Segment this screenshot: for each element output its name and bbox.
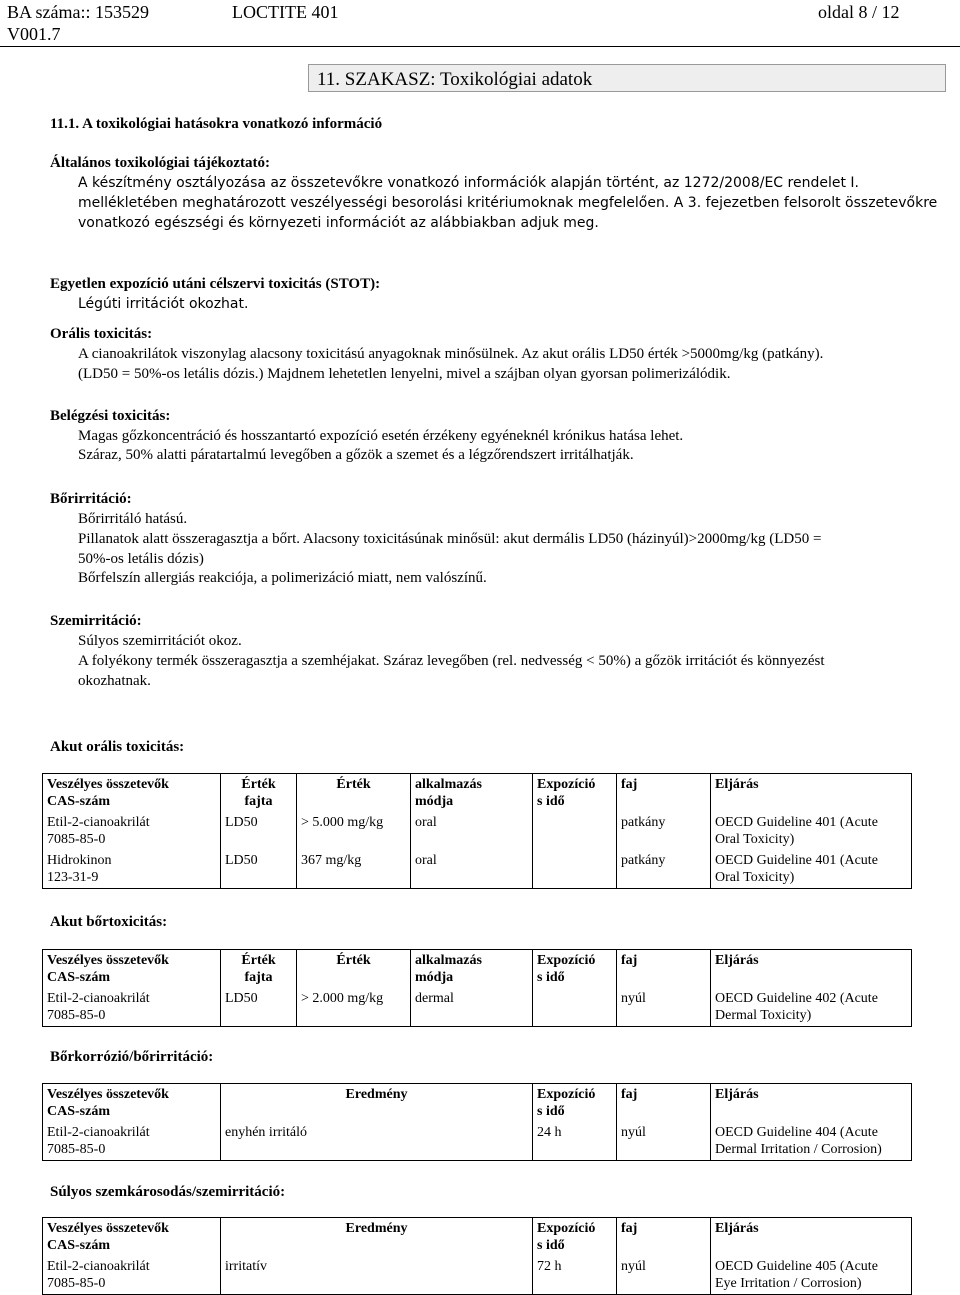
cell-exposure: 24 h <box>533 1122 617 1161</box>
eye-line-1: Súlyos szemirritációt okoz. <box>78 633 242 649</box>
oral-heading: Orális toxicitás: <box>50 326 153 342</box>
table-row <box>43 988 912 1027</box>
cell-method: OECD Guideline 405 (Acute Eye Irritation / Corrosion) <box>711 1256 912 1295</box>
col-header-species: faj <box>617 1218 711 1257</box>
cell-exposure <box>533 812 617 850</box>
cell-ingredient: Etil-2-cianoakrilát 7085-85-0 <box>43 1122 221 1161</box>
col-header-exposure: Expozíció s idő <box>533 774 617 813</box>
eye-line-3: okozhatnak. <box>78 673 151 689</box>
ba-number: BA száma:: 153529 <box>7 2 149 22</box>
inhalation-heading: Belégzési toxicitás: <box>50 408 171 424</box>
cell-value-type: LD50 <box>221 988 297 1027</box>
version: V001.7 <box>7 24 61 44</box>
general-line-2: mellékletében meghatározott veszélyességi besorolási kritériumoknak megfelelően. A 3. fejezetben felsorolt összetevőkre <box>78 195 938 211</box>
table-header-row <box>43 1218 912 1257</box>
col-header-method: Eljárás <box>711 950 912 989</box>
cell-exposure <box>533 850 617 889</box>
general-line-3: vonatkozó egészségi és környezeti információt az alábbiakban adjuk meg. <box>78 215 599 231</box>
eye-damage-heading: Súlyos szemkárosodás/szemirritáció: <box>50 1184 286 1200</box>
skin-line-1: Bőrirritáló hatású. <box>78 511 188 527</box>
col-header-method: Eljárás <box>711 1218 912 1257</box>
cell-method: OECD Guideline 401 (Acute Oral Toxicity) <box>711 812 912 850</box>
cell-method: OECD Guideline 401 (Acute Oral Toxicity) <box>711 850 912 889</box>
col-header-method: Eljárás <box>711 1084 912 1123</box>
cell-ingredient: Etil-2-cianoakrilát 7085-85-0 <box>43 988 221 1027</box>
cell-species: patkány <box>617 850 711 889</box>
cell-value-type: LD50 <box>221 850 297 889</box>
page-number: oldal 8 / 12 <box>818 2 900 22</box>
acute-dermal-heading: Akut bőrtoxicitás: <box>50 914 168 930</box>
stot-line-1: Légúti irritációt okozhat. <box>78 296 249 312</box>
cell-route: oral <box>411 850 533 889</box>
cell-exposure <box>533 988 617 1027</box>
col-header-species: faj <box>617 774 711 813</box>
table-row <box>43 1122 912 1161</box>
cell-route: dermal <box>411 988 533 1027</box>
acute-oral-table <box>42 773 912 889</box>
inhalation-line-2: Száraz, 50% alatti páratartalmú levegőben a gőzök a szemet és a légzőrendszert irritálhatják. <box>78 447 634 463</box>
product-name: LOCTITE 401 <box>232 2 339 22</box>
eye-line-2: A folyékony termék összeragasztja a szemhéjakat. Száraz levegőben (rel. nedvesség < 50%) a gőzök irritációt és könnyezést <box>78 653 825 669</box>
cell-value: > 2.000 mg/kg <box>297 988 411 1027</box>
acute-dermal-table <box>42 949 912 1027</box>
cell-result: enyhén irritáló <box>221 1122 533 1161</box>
col-header-result: Eredmény <box>221 1218 533 1257</box>
general-heading: Általános toxikológiai tájékoztató: <box>50 155 270 171</box>
col-header-method: Eljárás <box>711 774 912 813</box>
col-header-value-type: Érték fajta <box>221 774 297 813</box>
col-header-value-type: Érték fajta <box>221 950 297 989</box>
col-header-route: alkalmazás módja <box>411 774 533 813</box>
col-header-route: alkalmazás módja <box>411 950 533 989</box>
inhalation-line-1: Magas gőzkoncentráció és hosszantartó expozíció esetén érzékeny egyéneknél krónikus hatása lehet. <box>78 428 684 444</box>
skin-line-3: 50%-os letális dózis) <box>78 551 204 567</box>
cell-value-type: LD50 <box>221 812 297 850</box>
col-header-exposure: Expozíció s idő <box>533 1084 617 1123</box>
cell-value: 367 mg/kg <box>297 850 411 889</box>
oral-line-1: A cianoakrilátok viszonylag alacsony toxicitású anyagoknak minősülnek. Az akut orális LD50 érték >5000mg/kg (patkány). <box>78 346 824 362</box>
cell-ingredient: Etil-2-cianoakrilát 7085-85-0 <box>43 1256 221 1295</box>
skin-corrosion-table <box>42 1083 912 1161</box>
eye-damage-table <box>42 1217 912 1295</box>
cell-ingredient: Hidrokinon 123-31-9 <box>43 850 221 889</box>
col-header-species: faj <box>617 950 711 989</box>
table-row <box>43 1256 912 1295</box>
subsection-title: 11.1. A toxikológiai hatásokra vonatkozó információ <box>50 116 383 132</box>
acute-oral-heading: Akut orális toxicitás: <box>50 739 185 755</box>
col-header-exposure: Expozíció s idő <box>533 950 617 989</box>
skin-heading: Bőrirritáció: <box>50 491 132 507</box>
cell-species: patkány <box>617 812 711 850</box>
cell-method: OECD Guideline 404 (Acute Dermal Irritation / Corrosion) <box>711 1122 912 1161</box>
cell-species: nyúl <box>617 1256 711 1295</box>
col-header-value: Érték <box>297 774 411 813</box>
col-header-ingredient: Veszélyes összetevők CAS-szám <box>43 774 221 813</box>
col-header-value: Érték <box>297 950 411 989</box>
skin-line-2: Pillanatok alatt összeragasztja a bőrt. Alacsony toxicitásúnak minősül: akut dermális LD50 (házinyúl)>2000mg/kg (LD50 = <box>78 531 822 547</box>
col-header-species: faj <box>617 1084 711 1123</box>
header-divider <box>0 46 960 47</box>
cell-species: nyúl <box>617 1122 711 1161</box>
table-header-row <box>43 1084 912 1123</box>
cell-result: irritatív <box>221 1256 533 1295</box>
oral-line-2: (LD50 = 50%-os letális dózis.) Majdnem lehetetlen lenyelni, mivel a szájban olyan gyorsan polimerizálódik. <box>78 366 731 382</box>
skin-line-4: Bőrfelszín allergiás reakciója, a polimerizáció miatt, nem valószínű. <box>78 570 487 586</box>
section-banner: 11. SZAKASZ: Toxikológiai adatok <box>308 64 946 92</box>
table-row <box>43 850 912 889</box>
table-header-row <box>43 774 912 813</box>
col-header-ingredient: Veszélyes összetevők CAS-szám <box>43 1218 221 1257</box>
table-header-row <box>43 950 912 989</box>
col-header-ingredient: Veszélyes összetevők CAS-szám <box>43 1084 221 1123</box>
cell-ingredient: Etil-2-cianoakrilát 7085-85-0 <box>43 812 221 850</box>
col-header-exposure: Expozíció s idő <box>533 1218 617 1257</box>
eye-heading: Szemirritáció: <box>50 613 142 629</box>
col-header-ingredient: Veszélyes összetevők CAS-szám <box>43 950 221 989</box>
cell-method: OECD Guideline 402 (Acute Dermal Toxicity) <box>711 988 912 1027</box>
skin-corrosion-heading: Bőrkorrózió/bőrirritáció: <box>50 1049 214 1065</box>
cell-route: oral <box>411 812 533 850</box>
cell-exposure: 72 h <box>533 1256 617 1295</box>
table-row <box>43 812 912 850</box>
stot-heading: Egyetlen expozíció utáni célszervi toxicitás (STOT): <box>50 276 381 292</box>
col-header-result: Eredmény <box>221 1084 533 1123</box>
cell-species: nyúl <box>617 988 711 1027</box>
cell-value: > 5.000 mg/kg <box>297 812 411 850</box>
general-line-1: A készítmény osztályozása az összetevőkre vonatkozó információk alapján történt, az 1272/2008/EC rendelet I. <box>78 175 859 191</box>
